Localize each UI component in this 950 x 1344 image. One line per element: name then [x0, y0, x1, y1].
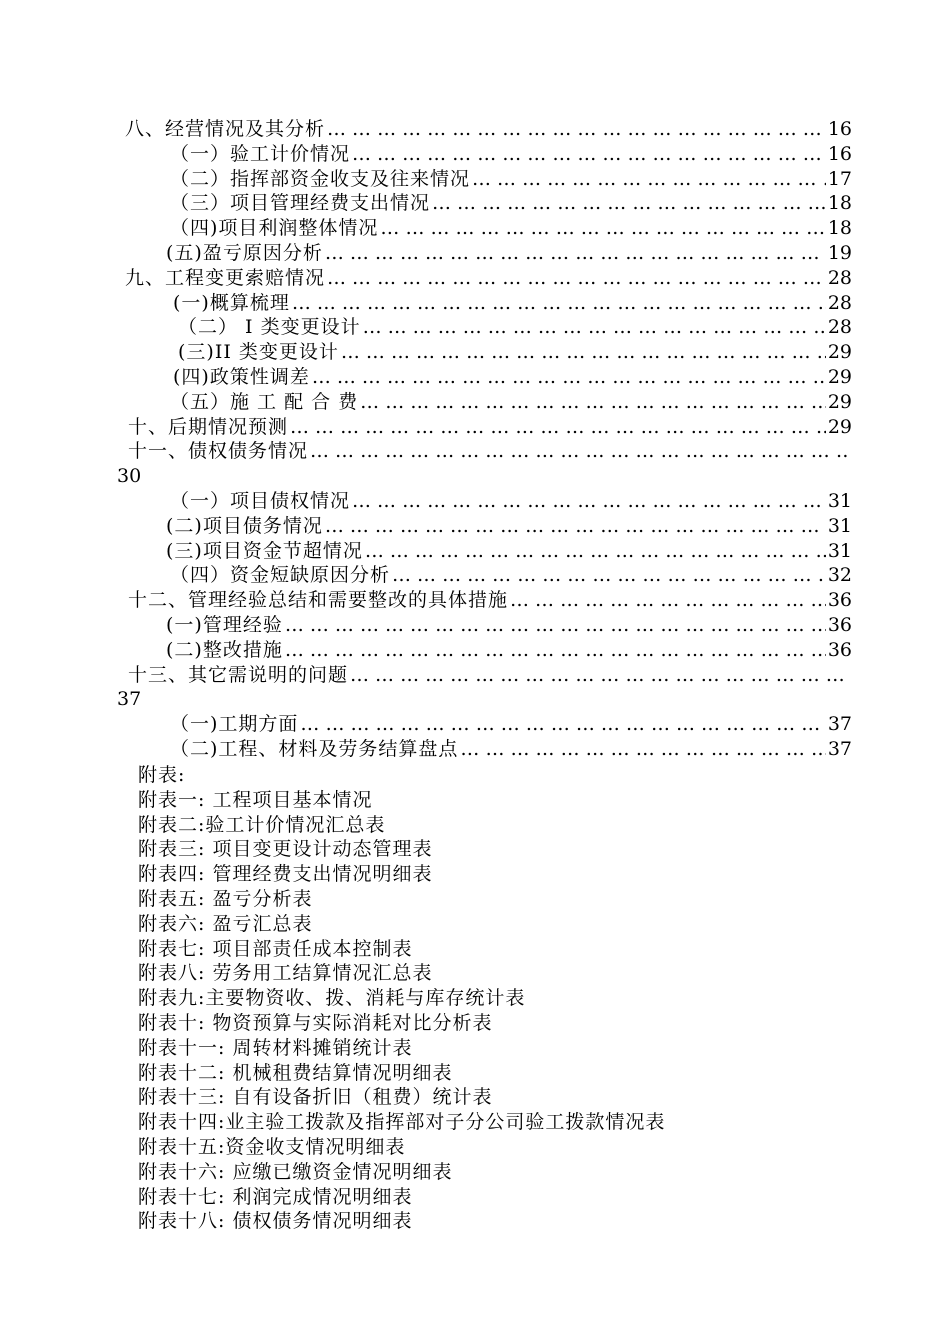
toc-page-number: 31: [827, 489, 852, 512]
appendix-item: 附表九:主要物资收、拨、消耗与库存统计表: [138, 987, 526, 1010]
toc-leader-dots: [392, 563, 826, 588]
toc-entry: [0, 638, 950, 663]
toc-entry-label: 九、工程变更索赔情况: [125, 266, 326, 289]
toc-entry: [0, 663, 950, 688]
toc-page-number: 32: [827, 564, 852, 587]
toc-page-number: 30: [117, 465, 142, 488]
toc-entry-label: (一)管理经验: [166, 613, 283, 636]
toc-entry-label: （一）验工计价情况: [170, 142, 351, 165]
toc-entry-label: （二）指挥部资金收支及往来情况: [170, 167, 471, 190]
toc-leader-dots: [285, 638, 826, 663]
toc-entry-label: 十三、其它需说明的问题: [128, 663, 349, 686]
toc-page-number: 37: [827, 713, 852, 736]
toc-page-number: 28: [827, 316, 852, 339]
toc-leader-dots: [325, 241, 826, 266]
toc-entry-label: (二)整改措施: [166, 638, 283, 661]
toc-leader-dots: [300, 712, 825, 737]
toc-entry: [0, 340, 950, 365]
toc-page-number: 28: [827, 291, 852, 314]
toc-page-number: 16: [827, 142, 852, 165]
toc-entry-label: 十二、管理经验总结和需要整改的具体措施: [128, 589, 509, 612]
appendix-item: 附表一: 工程项目基本情况: [138, 788, 373, 811]
toc-page-number: 19: [827, 241, 852, 264]
appendix-item: 附表三: 项目变更设计动态管理表: [138, 838, 433, 861]
appendix-item: 附表十三: 自有设备折旧（租费）统计表: [138, 1086, 493, 1109]
toc-entry-label: (五)盈亏原因分析: [166, 241, 323, 264]
toc-leader-dots: [363, 315, 826, 340]
toc-entry: [0, 439, 950, 464]
toc-leader-dots: [290, 415, 826, 440]
toc-entry: [0, 687, 950, 712]
toc-entry-label: (一)概算梳理: [173, 291, 290, 314]
toc-entry-label: 十一、债权债务情况: [128, 440, 309, 463]
toc-entry: [0, 315, 950, 340]
toc-entry-label: （二)工程、材料及劳务结算盘点: [170, 737, 459, 760]
toc-entry: [0, 737, 950, 762]
toc-leader-dots: [360, 390, 826, 415]
toc-entry: [0, 539, 950, 564]
table-of-contents: [0, 117, 950, 762]
toc-page-number: 31: [827, 539, 852, 562]
toc-entry: [0, 117, 950, 142]
toc-leader-dots: [312, 365, 826, 390]
toc-entry: [0, 266, 950, 291]
toc-page-number: 16: [827, 118, 852, 140]
toc-entry-label: （四）资金短缺原因分析: [170, 564, 391, 587]
toc-entry: [0, 613, 950, 638]
appendix-item: 附表十: 物资预算与实际消耗对比分析表: [138, 1011, 493, 1034]
toc-page-number: 28: [827, 266, 852, 289]
appendix-item: 附表十一: 周转材料摊销统计表: [138, 1036, 413, 1059]
toc-entry: [0, 167, 950, 192]
toc-entry: [0, 563, 950, 588]
toc-leader-dots: [472, 167, 826, 192]
toc-entry: [0, 712, 950, 737]
toc-entry: [0, 216, 950, 241]
toc-page-number: 18: [827, 217, 852, 240]
toc-entry: [0, 464, 950, 489]
appendix-item: 附表十六: 应缴已缴资金情况明细表: [138, 1160, 453, 1183]
toc-leader-dots: [341, 340, 826, 365]
appendix-item: 附表十五:资金收支情况明细表: [138, 1135, 406, 1158]
appendix-item: 附表十八: 债权债务情况明细表: [138, 1210, 413, 1233]
appendix-item: 附表十二: 机械租费结算情况明细表: [138, 1061, 453, 1084]
toc-leader-dots: [327, 266, 826, 291]
toc-leader-dots: [352, 489, 826, 514]
toc-entry-label: (三)II 类变更设计: [178, 341, 339, 364]
toc-page-number: 17: [827, 167, 852, 190]
toc-page-number: 37: [827, 737, 852, 760]
appendix-list: [138, 763, 665, 1234]
appendix-item: 附表六: 盈亏汇总表: [138, 912, 313, 935]
toc-page-number: 31: [827, 514, 852, 537]
toc-entry: [0, 241, 950, 266]
toc-entry-label: （一)工期方面: [170, 713, 299, 736]
toc-entry: [0, 514, 950, 539]
toc-page-number: 37: [117, 688, 142, 711]
toc-page-number: 36: [827, 638, 852, 661]
toc-entry: [0, 365, 950, 390]
toc-leader-dots: [510, 588, 826, 613]
toc-leader-dots: [352, 142, 826, 167]
toc-entry: [0, 415, 950, 440]
toc-leader-dots: [460, 737, 825, 762]
appendix-item: 附表七: 项目部责任成本控制表: [138, 937, 413, 960]
toc-entry: [0, 291, 950, 316]
toc-page-number: 18: [827, 192, 852, 215]
appendix-item: 附表八: 劳务用工结算情况汇总表: [138, 962, 433, 985]
toc-leader-dots: [292, 291, 826, 316]
toc-entry: [0, 588, 950, 613]
toc-page-number: 29: [827, 415, 852, 438]
appendix-item: 附表四: 管理经费支出情况明细表: [138, 863, 433, 886]
toc-page-number: 36: [827, 589, 852, 612]
toc-page-number: 29: [827, 390, 852, 413]
toc-entry: [0, 191, 950, 216]
toc-leader-dots: [432, 191, 826, 216]
appendix-item: 附表二:验工计价情况汇总表: [138, 813, 386, 836]
toc-entry-label: 十、后期情况预测: [128, 415, 289, 438]
toc-leader-dots: [350, 663, 848, 688]
toc-entry: [0, 142, 950, 167]
toc-entry-label: (三)项目资金节超情况: [166, 539, 363, 562]
toc-entry: [0, 390, 950, 415]
toc-leader-dots: [310, 439, 848, 464]
toc-entry-label: (二)项目债务情况: [166, 514, 323, 537]
toc-entry-label: 八、经营情况及其分析: [125, 118, 326, 140]
appendix-heading: 附表:: [138, 764, 186, 786]
toc-entry-label: （二） I 类变更设计: [178, 316, 361, 339]
appendix-item: 附表十七: 利润完成情况明细表: [138, 1185, 413, 1208]
toc-leader-dots: [285, 613, 826, 638]
toc-entry-label: （五）施 工 配 合 费: [170, 390, 359, 413]
toc-entry-label: （一）项目债权情况: [170, 489, 351, 512]
toc-entry-label: （四)项目利润整体情况: [170, 217, 379, 240]
toc-leader-dots: [325, 514, 826, 539]
toc-entry-label: (四)政策性调差: [173, 365, 310, 388]
toc-entry: [0, 489, 950, 514]
toc-page-number: 36: [827, 613, 852, 636]
toc-leader-dots: [327, 117, 826, 142]
toc-page-number: 29: [827, 341, 852, 364]
appendix-item: 附表十四:业主验工拨款及指挥部对子分公司验工拨款情况表: [138, 1111, 666, 1134]
appendix-item: 附表五: 盈亏分析表: [138, 887, 313, 910]
toc-entry-label: （三）项目管理经费支出情况: [170, 192, 431, 215]
toc-leader-dots: [365, 539, 826, 564]
toc-page-number: 29: [827, 365, 852, 388]
toc-leader-dots: [380, 216, 825, 241]
